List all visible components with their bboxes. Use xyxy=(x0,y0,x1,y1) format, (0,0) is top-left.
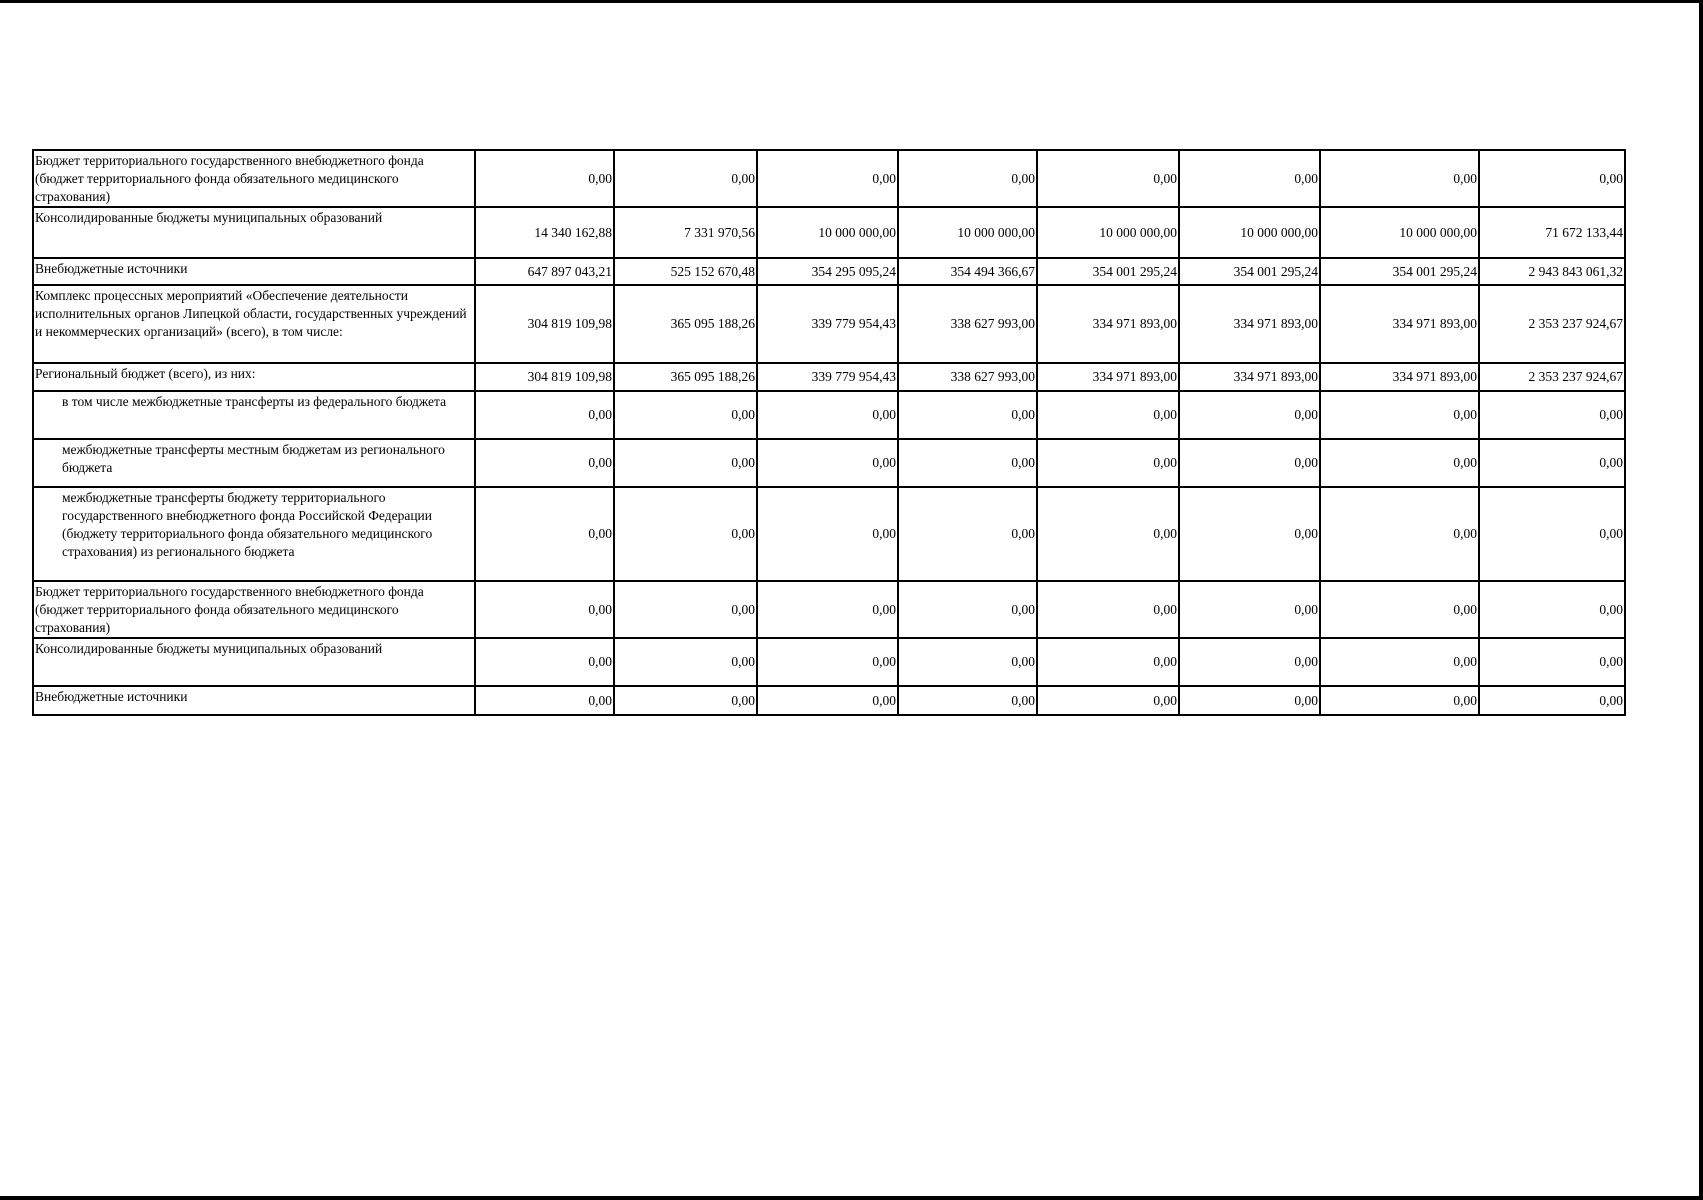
value-cell: 0,00 xyxy=(1320,581,1479,638)
value-cell: 365 095 188,26 xyxy=(614,363,757,391)
value-cell: 10 000 000,00 xyxy=(1037,207,1179,258)
value-cell: 0,00 xyxy=(757,581,898,638)
budget-table xyxy=(32,149,1626,716)
table-row xyxy=(33,258,1625,285)
row-label: Консолидированные бюджеты муниципальных образований xyxy=(33,638,475,686)
value-cell: 525 152 670,48 xyxy=(614,258,757,285)
value-cell: 0,00 xyxy=(1479,439,1625,487)
value-cell: 2 943 843 061,32 xyxy=(1479,258,1625,285)
value-cell: 339 779 954,43 xyxy=(757,285,898,363)
value-cell: 0,00 xyxy=(475,638,614,686)
value-cell: 0,00 xyxy=(1320,439,1479,487)
value-cell: 10 000 000,00 xyxy=(1179,207,1320,258)
value-cell: 2 353 237 924,67 xyxy=(1479,363,1625,391)
value-cell: 0,00 xyxy=(1320,487,1479,581)
value-cell: 0,00 xyxy=(898,439,1037,487)
table-body xyxy=(33,150,1625,715)
value-cell: 0,00 xyxy=(614,487,757,581)
row-label: Комплекс процессных мероприятий «Обеспечение деятельности исполнительных органов Липецкой области, государственных учреждений и некоммерческих организаций» (всего), в том числе: xyxy=(33,285,475,363)
value-cell: 338 627 993,00 xyxy=(898,363,1037,391)
value-cell: 0,00 xyxy=(1179,487,1320,581)
value-cell: 0,00 xyxy=(614,638,757,686)
value-cell: 354 001 295,24 xyxy=(1179,258,1320,285)
value-cell: 0,00 xyxy=(1037,581,1179,638)
row-label: Региональный бюджет (всего), из них: xyxy=(33,363,475,391)
value-cell: 0,00 xyxy=(614,581,757,638)
row-label: межбюджетные трансферты бюджету территориального государственного внебюджетного фонда Российской Федерации (бюджету территориального фонда обязательного медицинского страхования) из регионального бюджета xyxy=(33,487,475,581)
value-cell: 0,00 xyxy=(757,439,898,487)
table-row xyxy=(33,487,1625,581)
value-cell: 354 494 366,67 xyxy=(898,258,1037,285)
row-label: Внебюджетные источники xyxy=(33,686,475,715)
value-cell: 304 819 109,98 xyxy=(475,363,614,391)
value-cell: 0,00 xyxy=(757,686,898,715)
value-cell: 0,00 xyxy=(757,150,898,207)
value-cell: 0,00 xyxy=(1479,150,1625,207)
value-cell: 0,00 xyxy=(614,150,757,207)
value-cell: 10 000 000,00 xyxy=(757,207,898,258)
value-cell: 0,00 xyxy=(898,487,1037,581)
table-row xyxy=(33,391,1625,439)
value-cell: 0,00 xyxy=(1179,581,1320,638)
value-cell: 334 971 893,00 xyxy=(1179,285,1320,363)
value-cell: 354 001 295,24 xyxy=(1037,258,1179,285)
value-cell: 7 331 970,56 xyxy=(614,207,757,258)
value-cell: 304 819 109,98 xyxy=(475,285,614,363)
value-cell: 0,00 xyxy=(898,581,1037,638)
row-label: Бюджет территориального государственного внебюджетного фонда (бюджет территориального фонда обязательного медицинского страхования) xyxy=(33,581,475,638)
value-cell: 0,00 xyxy=(1320,638,1479,686)
value-cell: 0,00 xyxy=(1037,686,1179,715)
table-row xyxy=(33,439,1625,487)
value-cell: 2 353 237 924,67 xyxy=(1479,285,1625,363)
row-label: Бюджет территориального государственного внебюджетного фонда (бюджет территориального фонда обязательного медицинского страхования) xyxy=(33,150,475,207)
value-cell: 0,00 xyxy=(1037,439,1179,487)
table-row xyxy=(33,638,1625,686)
value-cell: 0,00 xyxy=(475,391,614,439)
row-label: Внебюджетные источники xyxy=(33,258,475,285)
row-label: Консолидированные бюджеты муниципальных образований xyxy=(33,207,475,258)
value-cell: 354 295 095,24 xyxy=(757,258,898,285)
value-cell: 0,00 xyxy=(475,150,614,207)
value-cell: 0,00 xyxy=(1037,391,1179,439)
value-cell: 0,00 xyxy=(898,150,1037,207)
value-cell: 647 897 043,21 xyxy=(475,258,614,285)
value-cell: 0,00 xyxy=(1179,150,1320,207)
value-cell: 0,00 xyxy=(475,487,614,581)
value-cell: 0,00 xyxy=(1037,487,1179,581)
value-cell: 334 971 893,00 xyxy=(1037,285,1179,363)
scan-edge-right xyxy=(1699,0,1703,1200)
value-cell: 334 971 893,00 xyxy=(1179,363,1320,391)
row-label: в том числе межбюджетные трансферты из федерального бюджета xyxy=(33,391,475,439)
scan-edge-bottom xyxy=(0,1196,1703,1200)
value-cell: 0,00 xyxy=(1479,487,1625,581)
value-cell: 365 095 188,26 xyxy=(614,285,757,363)
table-row xyxy=(33,207,1625,258)
value-cell: 0,00 xyxy=(1320,686,1479,715)
value-cell: 0,00 xyxy=(1179,686,1320,715)
value-cell: 0,00 xyxy=(614,439,757,487)
value-cell: 0,00 xyxy=(898,638,1037,686)
value-cell: 334 971 893,00 xyxy=(1320,363,1479,391)
value-cell: 0,00 xyxy=(1179,638,1320,686)
value-cell: 0,00 xyxy=(1179,439,1320,487)
value-cell: 0,00 xyxy=(614,391,757,439)
value-cell: 0,00 xyxy=(757,638,898,686)
table-row xyxy=(33,363,1625,391)
value-cell: 0,00 xyxy=(614,686,757,715)
value-cell: 0,00 xyxy=(1037,638,1179,686)
value-cell: 0,00 xyxy=(757,391,898,439)
table-row xyxy=(33,686,1625,715)
table-row xyxy=(33,581,1625,638)
value-cell: 10 000 000,00 xyxy=(1320,207,1479,258)
table-row xyxy=(33,150,1625,207)
value-cell: 0,00 xyxy=(898,686,1037,715)
value-cell: 0,00 xyxy=(475,686,614,715)
value-cell: 0,00 xyxy=(757,487,898,581)
scan-edge-top xyxy=(0,0,1703,3)
value-cell: 0,00 xyxy=(1479,581,1625,638)
value-cell: 0,00 xyxy=(1320,391,1479,439)
value-cell: 0,00 xyxy=(1479,391,1625,439)
value-cell: 0,00 xyxy=(1320,150,1479,207)
value-cell: 0,00 xyxy=(1037,150,1179,207)
value-cell: 354 001 295,24 xyxy=(1320,258,1479,285)
value-cell: 339 779 954,43 xyxy=(757,363,898,391)
value-cell: 0,00 xyxy=(898,391,1037,439)
value-cell: 0,00 xyxy=(1179,391,1320,439)
value-cell: 0,00 xyxy=(1479,638,1625,686)
row-label: межбюджетные трансферты местным бюджетам из регионального бюджета xyxy=(33,439,475,487)
value-cell: 0,00 xyxy=(1479,686,1625,715)
value-cell: 14 340 162,88 xyxy=(475,207,614,258)
value-cell: 71 672 133,44 xyxy=(1479,207,1625,258)
value-cell: 0,00 xyxy=(475,581,614,638)
value-cell: 334 971 893,00 xyxy=(1320,285,1479,363)
table-row xyxy=(33,285,1625,363)
value-cell: 334 971 893,00 xyxy=(1037,363,1179,391)
value-cell: 0,00 xyxy=(475,439,614,487)
value-cell: 10 000 000,00 xyxy=(898,207,1037,258)
value-cell: 338 627 993,00 xyxy=(898,285,1037,363)
